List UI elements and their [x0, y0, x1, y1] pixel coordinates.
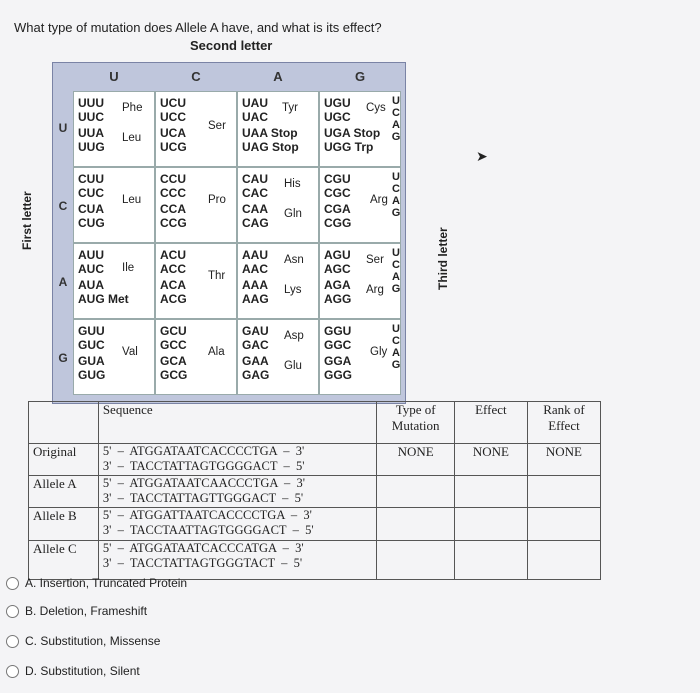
row-header-g: G [58, 351, 68, 365]
third-letters-c: U C A G [391, 171, 401, 219]
amino-acid-label: Pro [208, 194, 226, 206]
amino-acid-label: Ser [366, 254, 384, 266]
row-label-allele-b: Allele B [29, 508, 99, 541]
column-header-a: A [273, 69, 283, 84]
sequence-table [28, 401, 601, 580]
rank-allele-a [527, 476, 600, 508]
effect-header: Effect [454, 402, 527, 444]
cell-ga: GAU GAC GAA GAG Asp Glu [237, 319, 319, 395]
column-header-g: G [354, 69, 366, 84]
row-label-allele-c: Allele C [29, 541, 99, 580]
amino-acid-label: Thr [208, 270, 226, 282]
column-header-u: U [109, 69, 119, 84]
row-label-original: Original [29, 444, 99, 476]
type-allele-b [377, 508, 454, 541]
cell-uc: UCU UCC UCA UCG Ser [155, 91, 237, 167]
option-d-label: D. Substitution, Silent [25, 664, 140, 678]
option-c[interactable] [6, 634, 160, 648]
cell-cc: CCU CCC CCA CCG Pro [155, 167, 237, 243]
column-header-c: C [191, 69, 201, 84]
row-header-c: C [58, 199, 68, 213]
effect-allele-a [454, 476, 527, 508]
cell-ug: UGU UGC UGA Stop UGG Trp Cys [319, 91, 401, 167]
row-header-u: U [58, 121, 68, 135]
amino-acid-label: Gly [370, 346, 388, 358]
radio-button[interactable] [6, 577, 19, 590]
cell-ca: CAU CAC CAA CAG His Gln [237, 167, 319, 243]
amino-acid-label: Arg [370, 194, 388, 206]
third-letter-label: Third letter [436, 227, 450, 290]
type-allele-a [377, 476, 454, 508]
rank-header: Rank of Effect [527, 402, 600, 444]
codon-table [52, 62, 406, 404]
sequence-allele-a: 5' – ATGGATAATCAACCCTGA – 3' 3' – TACCTATTAGTTGGGACT – 5' [98, 476, 377, 508]
amino-acid-label: Ser [208, 120, 226, 132]
option-b-label: B. Deletion, Frameshift [25, 604, 148, 618]
amino-acid-label: Phe [122, 102, 143, 114]
first-letter-label: First letter [20, 191, 34, 250]
radio-button[interactable] [6, 605, 19, 618]
third-letters-u: U C A G [391, 95, 401, 143]
amino-acid-label: Val [122, 346, 138, 358]
amino-acid-label: Ile [122, 262, 135, 274]
third-letters-g: U C A G [391, 323, 401, 371]
rank-allele-b [527, 508, 600, 541]
sequence-original: 5' – ATGGATAATCACCCCTGA – 3' 3' – TACCTATTAGTGGGGACT – 5' [98, 444, 377, 476]
amino-acid-label: Cys [366, 102, 386, 114]
amino-acid-label: Arg [366, 284, 384, 296]
option-b[interactable] [6, 604, 147, 618]
cell-ag: AGU AGC AGA AGG Ser Arg [319, 243, 401, 319]
cell-ua: UAU UAC UAA Stop UAG Stop Tyr [237, 91, 319, 167]
cell-gg: GGU GGC GGA GGG Gly [319, 319, 401, 395]
option-a[interactable] [6, 576, 187, 590]
cell-aa: AAU AAC AAA AAG Asn Lys [237, 243, 319, 319]
cell-cu: CUU CUC CUA CUG Leu [73, 167, 155, 243]
second-letter-label: Second letter [190, 38, 273, 53]
row-label-allele-a: Allele A [29, 476, 99, 508]
amino-acid-label: Glu [284, 360, 302, 372]
cell-gu: GUU GUC GUA GUG Val [73, 319, 155, 395]
cell-uu: UUU UUC UUA UUG Phe Leu [73, 91, 155, 167]
question-text: What type of mutation does Allele A have, and what is its effect? [14, 20, 382, 35]
amino-acid-label: Leu [122, 194, 142, 206]
option-d[interactable] [6, 664, 140, 678]
amino-acid-label: Leu [122, 132, 142, 144]
rank-allele-c [527, 541, 600, 580]
cell-cg: CGU CGC CGA CGG Arg [319, 167, 401, 243]
sequence-allele-c: 5' – ATGGATAATCACCCATGA – 3' 3' – TACCTATTAGTGGGTACT – 5' [98, 541, 377, 580]
option-a-label: A. Insertion, Truncated Protein [25, 576, 188, 590]
row-header-a: A [58, 275, 68, 289]
type-header: Type of Mutation [377, 402, 454, 444]
amino-acid-label: Gln [284, 208, 302, 220]
amino-acid-label: Lys [284, 284, 302, 296]
cell-ac: ACU ACC ACA ACG Thr [155, 243, 237, 319]
amino-acid-label: Tyr [282, 102, 298, 114]
amino-acid-label: Asp [284, 330, 304, 342]
sequence-allele-b: 5' – ATGGATTAATCACCCCTGA – 3' 3' – TACCTAATTAGTGGGGACT – 5' [98, 508, 377, 541]
cell-au: AUU AUC AUA AUG Met Ile [73, 243, 155, 319]
type-original: NONE [377, 444, 454, 476]
type-allele-c [377, 541, 454, 580]
amino-acid-label: His [284, 178, 301, 190]
cell-gc: GCU GCC GCA GCG Ala [155, 319, 237, 395]
cursor-arrow-icon: ➤ [476, 148, 488, 164]
third-letters-a: U C A G [391, 247, 401, 295]
effect-allele-b [454, 508, 527, 541]
rank-original: NONE [527, 444, 600, 476]
option-c-label: C. Substitution, Missense [25, 634, 161, 648]
sequence-header: Sequence [98, 402, 377, 444]
effect-original: NONE [454, 444, 527, 476]
amino-acid-label: Asn [284, 254, 304, 266]
amino-acid-label: Ala [208, 346, 225, 358]
effect-allele-c [454, 541, 527, 580]
radio-button[interactable] [6, 665, 19, 678]
radio-button[interactable] [6, 635, 19, 648]
